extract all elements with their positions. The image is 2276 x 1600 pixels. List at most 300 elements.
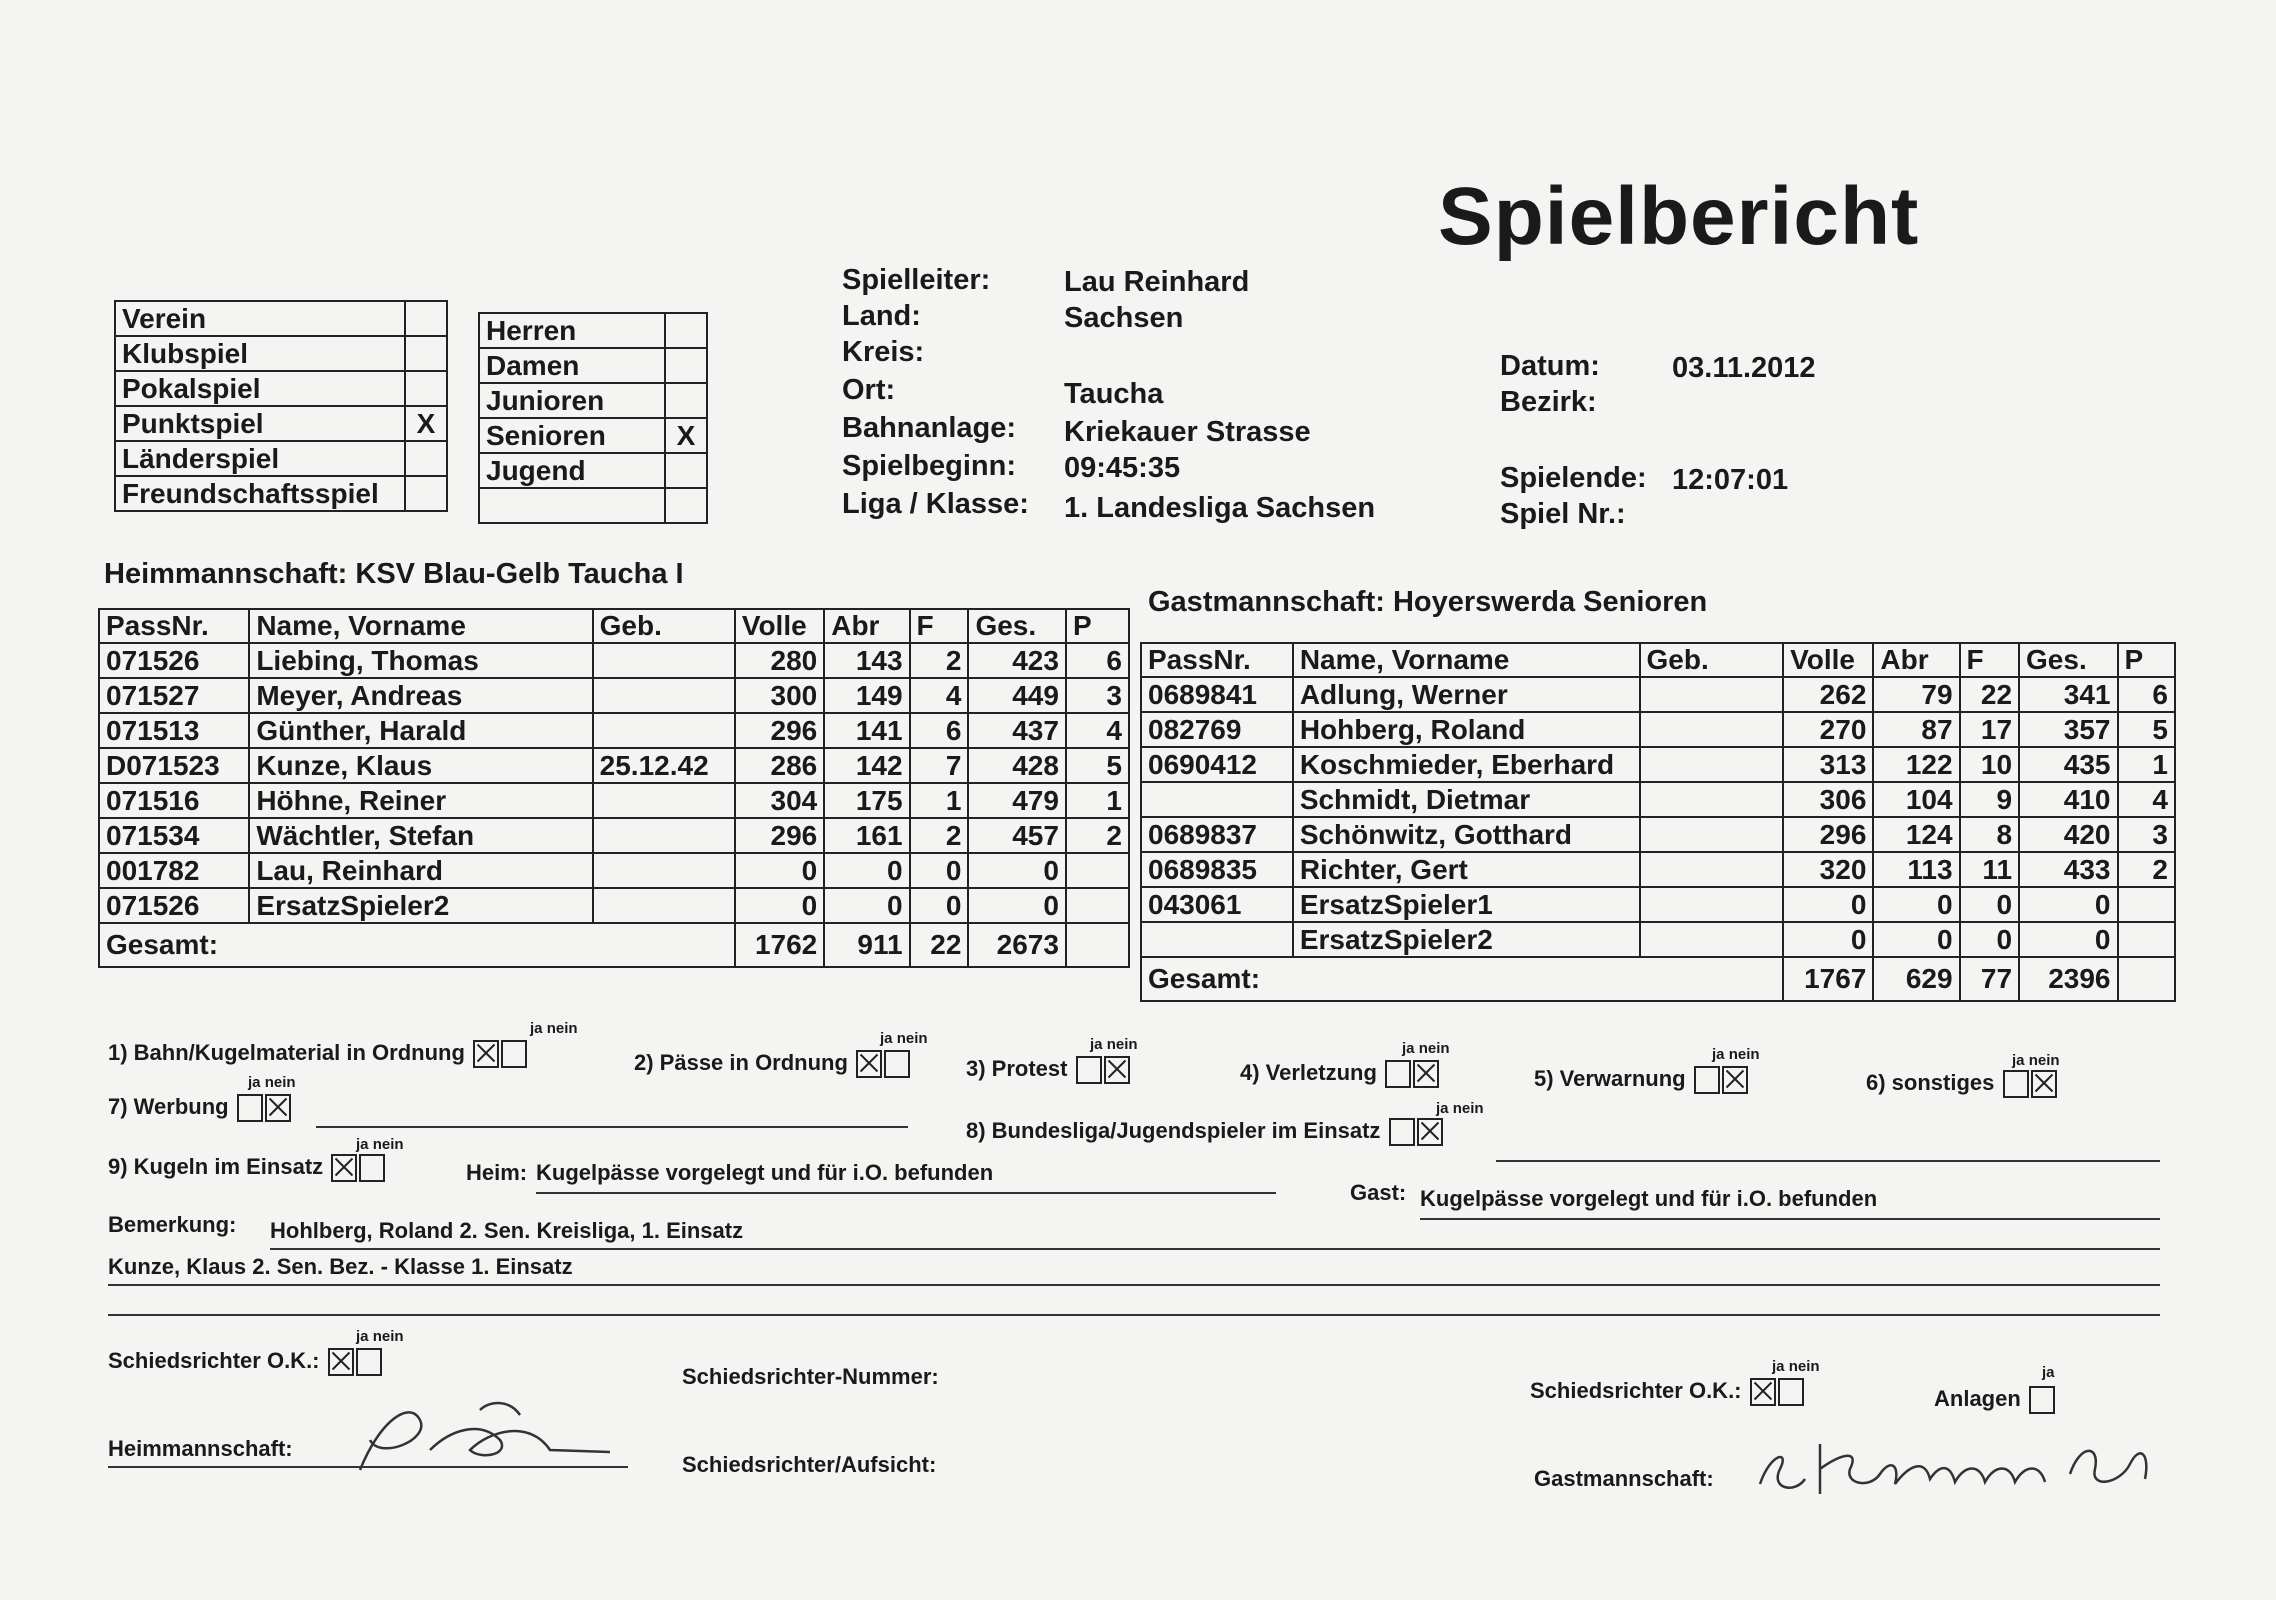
player-row xyxy=(99,748,1129,783)
header-cell: Abr xyxy=(1873,643,1959,677)
player-row xyxy=(99,888,1129,923)
player-row xyxy=(1141,747,2175,782)
cell-volle: 0 xyxy=(735,888,824,923)
ja-nein-caption-8: ja nein xyxy=(1436,1100,1484,1117)
remarks-line-3 xyxy=(108,1314,2160,1316)
cell-pass: 0689841 xyxy=(1141,677,1293,712)
cell-p: 2 xyxy=(2118,852,2176,887)
class-box xyxy=(478,312,708,524)
ja-nein-caption-6: ja nein xyxy=(2012,1052,2060,1069)
type-label: Länderspiel xyxy=(115,441,405,476)
cell-p xyxy=(2118,887,2176,922)
datum-value: 03.11.2012 xyxy=(1672,352,1816,384)
cell-p: 5 xyxy=(1066,748,1129,783)
check-bahn-ja-checkbox[interactable] xyxy=(473,1040,499,1068)
cell-f: 4 xyxy=(910,678,969,713)
cell-ges: 435 xyxy=(2019,747,2117,782)
cell-p xyxy=(1066,888,1129,923)
cell-f: 0 xyxy=(1960,887,2019,922)
ja-nein-caption-7: ja nein xyxy=(248,1074,296,1091)
check-verletzung-nein-checkbox[interactable] xyxy=(1413,1060,1439,1088)
cell-pass xyxy=(1141,782,1293,817)
check-verletzung-ja-checkbox[interactable] xyxy=(1385,1060,1411,1088)
check-bundesliga-label: 8) Bundesliga/Jugendspieler im Einsatz xyxy=(966,1118,1381,1143)
header-cell: F xyxy=(1960,643,2019,677)
cell-geb xyxy=(1640,852,1784,887)
remarks-line-2: Kunze, Klaus 2. Sen. Bez. - Klasse 1. Einsatz xyxy=(108,1254,2160,1286)
cell-pass: D071523 xyxy=(99,748,249,783)
sr-ok-guest-ja-checkbox[interactable] xyxy=(1750,1378,1776,1406)
cell-p: 4 xyxy=(2118,782,2176,817)
kreis-label: Kreis: xyxy=(842,336,925,368)
cell-name: Schmidt, Dietmar xyxy=(1293,782,1640,817)
anlagen-label: Anlagen xyxy=(1934,1386,2021,1411)
cell-p: 3 xyxy=(2118,817,2176,852)
cell-ges: 0 xyxy=(968,853,1066,888)
type-mark[interactable] xyxy=(405,441,447,476)
cell-f: 2 xyxy=(910,643,969,678)
ja-nein-caption-5: ja nein xyxy=(1712,1046,1760,1063)
cell-volle: 320 xyxy=(1783,852,1873,887)
player-row xyxy=(1141,887,2175,922)
sr-aufsicht-label: Schiedsrichter/Aufsicht: xyxy=(682,1452,937,1477)
cell-pass: 071526 xyxy=(99,643,249,678)
check-werbung xyxy=(108,1094,291,1122)
player-row xyxy=(1141,817,2175,852)
cell-name: Koschmieder, Eberhard xyxy=(1293,747,1640,782)
cell-volle: 0 xyxy=(1783,922,1873,957)
cell-pass: 071534 xyxy=(99,818,249,853)
check-bahn xyxy=(108,1040,527,1068)
cell-geb xyxy=(1640,922,1784,957)
spielbeginn-label: Spielbeginn: xyxy=(842,450,1016,482)
header-cell: Geb. xyxy=(593,609,735,643)
remarks-label: Bemerkung: xyxy=(108,1212,237,1237)
cell-abr: 161 xyxy=(824,818,909,853)
cell-ges: 428 xyxy=(968,748,1066,783)
type-label: Freundschaftsspiel xyxy=(115,476,405,511)
sr-ok-guest-label: Schiedsrichter O.K.: xyxy=(1530,1378,1742,1403)
spielleiter-value: Lau Reinhard xyxy=(1064,266,1250,298)
cell-abr: 113 xyxy=(1873,852,1959,887)
guest-score-table xyxy=(1140,642,2176,1002)
land-label: Land: xyxy=(842,300,921,332)
heim-kugel-text: Kugelpässe vorgelegt und für i.O. befunden xyxy=(536,1160,1276,1194)
cell-volle: 296 xyxy=(735,713,824,748)
header-cell: P xyxy=(2118,643,2176,677)
class-mark[interactable] xyxy=(665,488,707,523)
liga-value: 1. Landesliga Sachsen xyxy=(1064,492,1376,524)
cell-f: 22 xyxy=(1960,677,2019,712)
total-label: Gesamt: xyxy=(1141,957,1783,1001)
header-cell: Geb. xyxy=(1640,643,1784,677)
cell-ges: 437 xyxy=(968,713,1066,748)
cell-ges: 410 xyxy=(2019,782,2117,817)
cell-volle: 0 xyxy=(735,853,824,888)
cell-name: ErsatzSpieler2 xyxy=(1293,922,1640,957)
header-cell: F xyxy=(910,609,969,643)
header-cell: Volle xyxy=(735,609,824,643)
cell-abr: 0 xyxy=(824,853,909,888)
check-protest-nein-checkbox[interactable] xyxy=(1104,1056,1130,1084)
player-row xyxy=(99,713,1129,748)
guest-signature xyxy=(1750,1424,2170,1504)
class-mark[interactable] xyxy=(665,313,707,348)
total-f: 77 xyxy=(1960,957,2019,1001)
cell-geb xyxy=(1640,712,1784,747)
cell-f: 8 xyxy=(1960,817,2019,852)
check-kugeln-nein-checkbox[interactable] xyxy=(359,1154,385,1182)
cell-volle: 286 xyxy=(735,748,824,783)
cell-pass: 0690412 xyxy=(1141,747,1293,782)
cell-p xyxy=(1066,853,1129,888)
cell-abr: 149 xyxy=(824,678,909,713)
cell-abr: 124 xyxy=(1873,817,1959,852)
type-row xyxy=(115,336,447,371)
sr-ok-home-label: Schiedsrichter O.K.: xyxy=(108,1348,320,1373)
type-label: Klubspiel xyxy=(115,336,405,371)
check-verwarnung-label: 5) Verwarnung xyxy=(1534,1066,1686,1091)
check-paesse xyxy=(634,1050,910,1078)
type-label: Verein xyxy=(115,301,405,336)
cell-f: 11 xyxy=(1960,852,2019,887)
cell-name: Höhne, Reiner xyxy=(249,783,592,818)
cell-volle: 280 xyxy=(735,643,824,678)
cell-pass: 043061 xyxy=(1141,887,1293,922)
bundesliga-line xyxy=(1496,1160,2160,1162)
cell-p: 4 xyxy=(1066,713,1129,748)
sr-ok-guest xyxy=(1530,1378,1804,1406)
cell-geb xyxy=(593,783,735,818)
cell-geb xyxy=(1640,817,1784,852)
cell-geb xyxy=(593,818,735,853)
sr-number-label: Schiedsrichter-Nummer: xyxy=(682,1364,939,1389)
cell-abr: 141 xyxy=(824,713,909,748)
cell-abr: 0 xyxy=(824,888,909,923)
home-score-table xyxy=(98,608,1130,968)
class-row xyxy=(479,313,707,348)
cell-f: 0 xyxy=(910,888,969,923)
cell-volle: 304 xyxy=(735,783,824,818)
class-row xyxy=(479,488,707,523)
type-mark[interactable] xyxy=(405,371,447,406)
type-mark[interactable] xyxy=(405,336,447,371)
check-verwarnung xyxy=(1534,1066,1748,1094)
type-label: Punktspiel xyxy=(115,406,405,441)
land-value: Sachsen xyxy=(1064,302,1184,334)
class-label: Jugend xyxy=(479,453,665,488)
player-row xyxy=(1141,922,2175,957)
class-row xyxy=(479,348,707,383)
werbung-line xyxy=(316,1126,908,1128)
cell-volle: 270 xyxy=(1783,712,1873,747)
total-label: Gesamt: xyxy=(99,923,735,967)
cell-ges: 0 xyxy=(2019,922,2117,957)
cell-ges: 479 xyxy=(968,783,1066,818)
cell-abr: 0 xyxy=(1873,887,1959,922)
ja-nein-caption-10: ja nein xyxy=(356,1328,404,1345)
cell-p: 1 xyxy=(2118,747,2176,782)
spielbeginn-value: 09:45:35 xyxy=(1064,452,1181,484)
header-cell: Ges. xyxy=(2019,643,2117,677)
check-verletzung-label: 4) Verletzung xyxy=(1240,1060,1377,1085)
cell-f: 7 xyxy=(910,748,969,783)
cell-ges: 433 xyxy=(2019,852,2117,887)
cell-ges: 357 xyxy=(2019,712,2117,747)
check-protest xyxy=(966,1056,1130,1084)
gast-kugel-label: Gast: xyxy=(1350,1180,1407,1205)
class-row xyxy=(479,453,707,488)
cell-pass: 071513 xyxy=(99,713,249,748)
ort-value: Taucha xyxy=(1064,378,1164,410)
spielende-value: 12:07:01 xyxy=(1672,464,1789,496)
check-werbung-nein-checkbox[interactable] xyxy=(265,1094,291,1122)
total-f: 22 xyxy=(910,923,969,967)
cell-ges: 420 xyxy=(2019,817,2117,852)
cell-p: 2 xyxy=(1066,818,1129,853)
cell-abr: 79 xyxy=(1873,677,1959,712)
cell-name: Richter, Gert xyxy=(1293,852,1640,887)
game-type-box xyxy=(114,300,448,512)
check-kugeln xyxy=(108,1154,385,1182)
cell-ges: 449 xyxy=(968,678,1066,713)
cell-name: ErsatzSpieler2 xyxy=(249,888,592,923)
guest-signature-label: Gastmannschaft: xyxy=(1534,1466,1714,1491)
player-row xyxy=(99,643,1129,678)
check-bundesliga-nein-checkbox[interactable] xyxy=(1417,1118,1443,1146)
cell-geb xyxy=(593,678,735,713)
player-row xyxy=(99,783,1129,818)
ja-nein-caption-9: ja nein xyxy=(356,1136,404,1153)
total-abr: 629 xyxy=(1873,957,1959,1001)
check-bundesliga-ja-checkbox[interactable] xyxy=(1389,1118,1415,1146)
cell-abr: 104 xyxy=(1873,782,1959,817)
ja-nein-caption-3: ja nein xyxy=(1090,1036,1138,1053)
class-mark[interactable] xyxy=(665,383,707,418)
remarks-line-1: Hohlberg, Roland 2. Sen. Kreisliga, 1. Einsatz xyxy=(270,1218,2160,1250)
cell-geb xyxy=(1640,887,1784,922)
header-cell: Ges. xyxy=(968,609,1066,643)
cell-volle: 296 xyxy=(735,818,824,853)
cell-f: 10 xyxy=(1960,747,2019,782)
class-label: Herren xyxy=(479,313,665,348)
cell-volle: 306 xyxy=(1783,782,1873,817)
cell-f: 17 xyxy=(1960,712,2019,747)
cell-name: Kunze, Klaus xyxy=(249,748,592,783)
ja-nein-caption-2: ja nein xyxy=(880,1030,928,1047)
heim-kugel-label: Heim: xyxy=(466,1160,528,1185)
class-label xyxy=(479,488,665,523)
cell-abr: 87 xyxy=(1873,712,1959,747)
check-werbung-ja-checkbox[interactable] xyxy=(237,1094,263,1122)
class-row xyxy=(479,418,707,453)
bahnanlage-value: Kriekauer Strasse xyxy=(1064,416,1311,448)
check-verwarnung-ja-checkbox[interactable] xyxy=(1694,1066,1720,1094)
cell-f: 6 xyxy=(910,713,969,748)
cell-geb xyxy=(1640,747,1784,782)
cell-p: 5 xyxy=(2118,712,2176,747)
guest-team-heading: Gastmannschaft: Hoyerswerda Senioren xyxy=(1148,586,1708,618)
cell-name: Adlung, Werner xyxy=(1293,677,1640,712)
type-row xyxy=(115,441,447,476)
ort-label: Ort: xyxy=(842,374,896,406)
cell-ges: 0 xyxy=(2019,887,2117,922)
anlagen xyxy=(1934,1386,2055,1414)
class-label: Junioren xyxy=(479,383,665,418)
player-row xyxy=(99,678,1129,713)
type-mark[interactable]: X xyxy=(405,406,447,441)
check-paesse-ja-checkbox[interactable] xyxy=(856,1050,882,1078)
cell-ges: 0 xyxy=(968,888,1066,923)
total-volle: 1767 xyxy=(1783,957,1873,1001)
spielende-label: Spielende: xyxy=(1500,462,1647,494)
cell-volle: 296 xyxy=(1783,817,1873,852)
check-werbung-label: 7) Werbung xyxy=(108,1094,229,1119)
check-bundesliga xyxy=(966,1118,1443,1146)
cell-pass: 0689835 xyxy=(1141,852,1293,887)
cell-name: Meyer, Andreas xyxy=(249,678,592,713)
total-p xyxy=(2118,957,2176,1001)
check-protest-ja-checkbox[interactable] xyxy=(1076,1056,1102,1084)
home-signature xyxy=(340,1360,620,1480)
cell-name: Schönwitz, Gotthard xyxy=(1293,817,1640,852)
spielnr-label: Spiel Nr.: xyxy=(1500,498,1626,530)
sr-ok-guest-nein-checkbox[interactable] xyxy=(1778,1378,1804,1406)
cell-abr: 122 xyxy=(1873,747,1959,782)
cell-p xyxy=(2118,922,2176,957)
cell-volle: 262 xyxy=(1783,677,1873,712)
cell-p: 6 xyxy=(2118,677,2176,712)
cell-volle: 300 xyxy=(735,678,824,713)
player-row xyxy=(99,853,1129,888)
check-bahn-label: 1) Bahn/Kugelmaterial in Ordnung xyxy=(108,1040,465,1065)
header-cell: Volle xyxy=(1783,643,1873,677)
cell-pass: 0689837 xyxy=(1141,817,1293,852)
header-cell: PassNr. xyxy=(99,609,249,643)
cell-f: 0 xyxy=(1960,922,2019,957)
check-sonstiges-label: 6) sonstiges xyxy=(1866,1070,1995,1095)
cell-f: 9 xyxy=(1960,782,2019,817)
bezirk-label: Bezirk: xyxy=(1500,386,1597,418)
total-volle: 1762 xyxy=(735,923,824,967)
cell-pass: 071527 xyxy=(99,678,249,713)
cell-f: 1 xyxy=(910,783,969,818)
header-cell: Name, Vorname xyxy=(1293,643,1640,677)
cell-pass: 001782 xyxy=(99,853,249,888)
player-row xyxy=(1141,677,2175,712)
cell-name: Günther, Harald xyxy=(249,713,592,748)
datum-label: Datum: xyxy=(1500,350,1600,382)
cell-p: 3 xyxy=(1066,678,1129,713)
check-verletzung xyxy=(1240,1060,1439,1088)
home-team-heading: Heimmannschaft: KSV Blau-Gelb Taucha I xyxy=(104,558,684,590)
spielleiter-label: Spielleiter: xyxy=(842,264,991,296)
player-row xyxy=(99,818,1129,853)
type-mark[interactable] xyxy=(405,301,447,336)
cell-p: 1 xyxy=(1066,783,1129,818)
cell-volle: 313 xyxy=(1783,747,1873,782)
class-mark[interactable]: X xyxy=(665,418,707,453)
type-mark[interactable] xyxy=(405,476,447,511)
check-bahn-nein-checkbox[interactable] xyxy=(501,1040,527,1068)
cell-geb: 25.12.42 xyxy=(593,748,735,783)
header-cell: Abr xyxy=(824,609,909,643)
check-paesse-nein-checkbox[interactable] xyxy=(884,1050,910,1078)
cell-volle: 0 xyxy=(1783,887,1873,922)
cell-pass: 082769 xyxy=(1141,712,1293,747)
cell-name: Lau, Reinhard xyxy=(249,853,592,888)
check-sonstiges xyxy=(1866,1070,2057,1098)
cell-geb xyxy=(593,888,735,923)
header-cell: Name, Vorname xyxy=(249,609,592,643)
type-row xyxy=(115,406,447,441)
cell-name: Hohberg, Roland xyxy=(1293,712,1640,747)
cell-abr: 0 xyxy=(1873,922,1959,957)
type-row xyxy=(115,301,447,336)
header-cell: P xyxy=(1066,609,1129,643)
check-verwarnung-nein-checkbox[interactable] xyxy=(1722,1066,1748,1094)
cell-geb xyxy=(593,713,735,748)
total-abr: 911 xyxy=(824,923,909,967)
class-mark[interactable] xyxy=(665,453,707,488)
ja-nein-caption-11: ja nein xyxy=(1772,1358,1820,1375)
class-label: Senioren xyxy=(479,418,665,453)
check-sonstiges-ja-checkbox[interactable] xyxy=(2003,1070,2029,1098)
check-kugeln-ja-checkbox[interactable] xyxy=(331,1154,357,1182)
ja-nein-caption-4: ja nein xyxy=(1402,1040,1450,1057)
class-mark[interactable] xyxy=(665,348,707,383)
cell-name: ErsatzSpieler1 xyxy=(1293,887,1640,922)
cell-pass xyxy=(1141,922,1293,957)
cell-p: 6 xyxy=(1066,643,1129,678)
player-row xyxy=(1141,712,2175,747)
cell-geb xyxy=(593,853,735,888)
cell-pass: 071526 xyxy=(99,888,249,923)
home-signature-label: Heimmannschaft: xyxy=(108,1436,293,1461)
document-title: Spielbericht xyxy=(1438,171,1920,262)
total-p xyxy=(1066,923,1129,967)
cell-ges: 423 xyxy=(968,643,1066,678)
cell-pass: 071516 xyxy=(99,783,249,818)
liga-label: Liga / Klasse: xyxy=(842,488,1029,520)
header-cell: PassNr. xyxy=(1141,643,1293,677)
check-paesse-label: 2) Pässe in Ordnung xyxy=(634,1050,848,1075)
type-label: Pokalspiel xyxy=(115,371,405,406)
cell-geb xyxy=(1640,782,1784,817)
bahnanlage-label: Bahnanlage: xyxy=(842,412,1017,444)
cell-abr: 142 xyxy=(824,748,909,783)
type-row xyxy=(115,476,447,511)
anlagen-ja-caption: ja xyxy=(2042,1364,2055,1381)
player-row xyxy=(1141,782,2175,817)
check-sonstiges-nein-checkbox[interactable] xyxy=(2031,1070,2057,1098)
cell-f: 0 xyxy=(910,853,969,888)
type-row xyxy=(115,371,447,406)
ja-nein-caption-1: ja nein xyxy=(530,1020,578,1037)
cell-name: Liebing, Thomas xyxy=(249,643,592,678)
total-ges: 2396 xyxy=(2019,957,2117,1001)
cell-abr: 143 xyxy=(824,643,909,678)
cell-ges: 341 xyxy=(2019,677,2117,712)
check-kugeln-label: 9) Kugeln im Einsatz xyxy=(108,1154,324,1179)
cell-ges: 457 xyxy=(968,818,1066,853)
cell-geb xyxy=(593,643,735,678)
cell-name: Wächtler, Stefan xyxy=(249,818,592,853)
class-label: Damen xyxy=(479,348,665,383)
gast-kugel-text: Kugelpässe vorgelegt und für i.O. befunden xyxy=(1420,1186,2160,1220)
anlagen-ja-checkbox[interactable] xyxy=(2029,1386,2055,1414)
cell-geb xyxy=(1640,677,1784,712)
